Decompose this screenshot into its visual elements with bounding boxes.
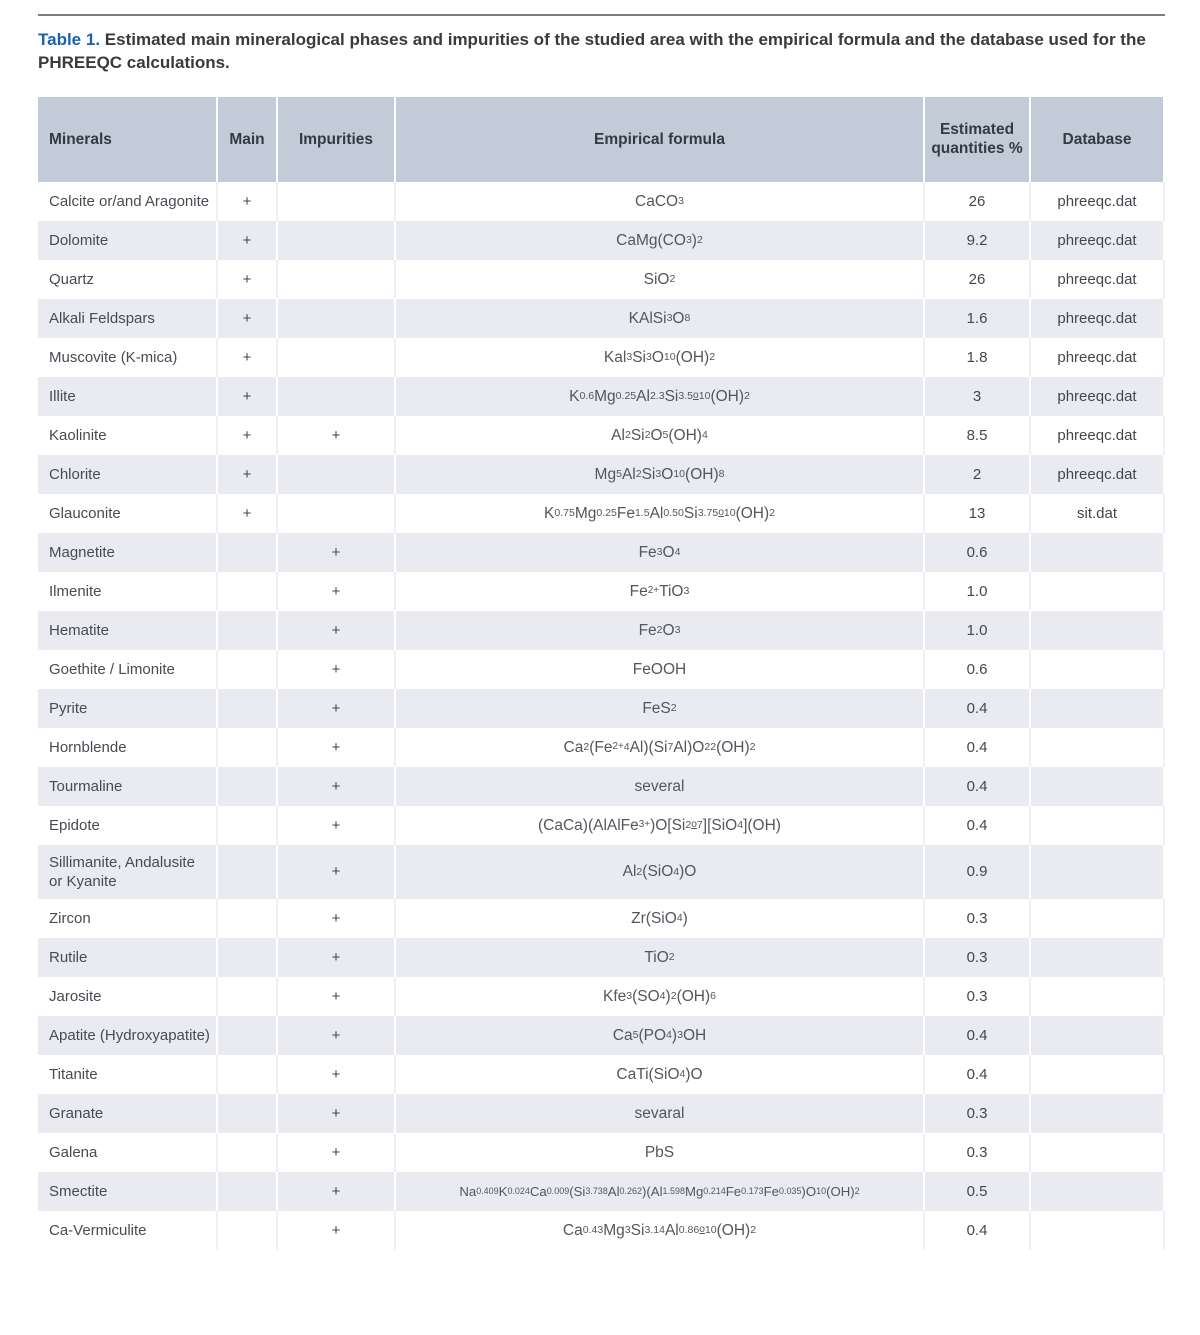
- database-name: [1031, 806, 1163, 845]
- estimated-quantity: 9.2: [925, 221, 1029, 260]
- mineral-name: Granate: [38, 1094, 216, 1133]
- main-flag: +: [218, 455, 276, 494]
- estimated-quantity: 0.6: [925, 533, 1029, 572]
- empirical-formula: several: [396, 767, 923, 806]
- database-name: [1031, 611, 1163, 650]
- estimated-quantity: 0.3: [925, 1094, 1029, 1133]
- estimated-quantity: 0.5: [925, 1172, 1029, 1211]
- impurities-flag: +: [278, 1094, 394, 1133]
- estimated-quantity: 26: [925, 260, 1029, 299]
- main-flag: [218, 1211, 276, 1250]
- impurities-flag: +: [278, 977, 394, 1016]
- impurities-flag: +: [278, 899, 394, 938]
- estimated-quantity: 0.3: [925, 899, 1029, 938]
- top-horizontal-rule: [38, 14, 1165, 16]
- table-caption: [38, 28, 1148, 75]
- table-row: [38, 899, 1165, 938]
- mineral-name: Titanite: [38, 1055, 216, 1094]
- main-flag: [218, 650, 276, 689]
- estimated-quantity: 1.6: [925, 299, 1029, 338]
- empirical-formula: SiO 2: [396, 260, 923, 299]
- table-row: [38, 611, 1165, 650]
- mineral-name: Chlorite: [38, 455, 216, 494]
- database-name: [1031, 1094, 1163, 1133]
- estimated-quantity: 0.4: [925, 1055, 1029, 1094]
- mineral-name: Epidote: [38, 806, 216, 845]
- database-name: [1031, 767, 1163, 806]
- main-flag: [218, 767, 276, 806]
- empirical-formula: TiO 2: [396, 938, 923, 977]
- impurities-flag: +: [278, 845, 394, 899]
- table-caption-text: Estimated main mineralogical phases and impurities of the studied area with the empirical formula and the database used for the PHREEQC calculations.: [38, 30, 1146, 73]
- table-row: [38, 338, 1165, 377]
- estimated-quantity: 0.6: [925, 650, 1029, 689]
- empirical-formula: KAlSi 3 O 8: [396, 299, 923, 338]
- empirical-formula: sevaral: [396, 1094, 923, 1133]
- table-row: [38, 455, 1165, 494]
- table-row: [38, 728, 1165, 767]
- header-impurities: Impurities: [278, 97, 394, 182]
- estimated-quantity: 0.9: [925, 845, 1029, 899]
- mineral-name: Glauconite: [38, 494, 216, 533]
- impurities-flag: [278, 260, 394, 299]
- database-name: phreeqc.dat: [1031, 377, 1163, 416]
- table-row: [38, 938, 1165, 977]
- mineral-name: Sillimanite, Andalusite or Kyanite: [38, 845, 216, 899]
- main-flag: [218, 611, 276, 650]
- impurities-flag: +: [278, 416, 394, 455]
- database-name: [1031, 533, 1163, 572]
- table-row: [38, 1016, 1165, 1055]
- impurities-flag: [278, 494, 394, 533]
- database-name: [1031, 650, 1163, 689]
- impurities-flag: +: [278, 938, 394, 977]
- main-flag: [218, 845, 276, 899]
- table-row: [38, 1172, 1165, 1211]
- mineral-name: Illite: [38, 377, 216, 416]
- empirical-formula: Mg 5 Al 2 Si 3 O 10 (OH) 8: [396, 455, 923, 494]
- impurities-flag: +: [278, 1211, 394, 1250]
- table-row: [38, 377, 1165, 416]
- table-row: [38, 533, 1165, 572]
- table-row: [38, 977, 1165, 1016]
- database-name: phreeqc.dat: [1031, 182, 1163, 221]
- impurities-flag: +: [278, 767, 394, 806]
- impurities-flag: +: [278, 650, 394, 689]
- impurities-flag: [278, 221, 394, 260]
- table-row: [38, 221, 1165, 260]
- table-row: [38, 182, 1165, 221]
- impurities-flag: [278, 299, 394, 338]
- database-name: [1031, 899, 1163, 938]
- mineral-name: Calcite or/and Aragonite: [38, 182, 216, 221]
- main-flag: +: [218, 377, 276, 416]
- main-flag: +: [218, 221, 276, 260]
- empirical-formula: FeS 2: [396, 689, 923, 728]
- mineral-name: Kaolinite: [38, 416, 216, 455]
- database-name: [1031, 845, 1163, 899]
- database-name: [1031, 689, 1163, 728]
- minerals-table: [38, 97, 1165, 1250]
- empirical-formula: Zr(SiO 4 ): [396, 899, 923, 938]
- estimated-quantity: 1.0: [925, 611, 1029, 650]
- empirical-formula: K 0.75 Mg 0.25 Fe 1.5 Al 0.50 Si 3.75 o 10 (OH) 2: [396, 494, 923, 533]
- database-name: phreeqc.dat: [1031, 221, 1163, 260]
- mineral-name: Goethite / Limonite: [38, 650, 216, 689]
- main-flag: +: [218, 182, 276, 221]
- mineral-name: Galena: [38, 1133, 216, 1172]
- mineral-name: Magnetite: [38, 533, 216, 572]
- main-flag: +: [218, 494, 276, 533]
- database-name: [1031, 1172, 1163, 1211]
- impurities-flag: +: [278, 1016, 394, 1055]
- impurities-flag: +: [278, 806, 394, 845]
- empirical-formula: Al 2 (SiO 4 )O: [396, 845, 923, 899]
- impurities-flag: [278, 182, 394, 221]
- database-name: [1031, 1211, 1163, 1250]
- database-name: [1031, 572, 1163, 611]
- table-row: [38, 845, 1165, 899]
- impurities-flag: +: [278, 611, 394, 650]
- database-name: [1031, 728, 1163, 767]
- header-empirical-formula: Empirical formula: [396, 97, 923, 182]
- impurities-flag: +: [278, 689, 394, 728]
- empirical-formula: Ca 0.43 Mg 3 Si 3.14 Al 0.86 o 10 (OH) 2: [396, 1211, 923, 1250]
- table-row: [38, 572, 1165, 611]
- estimated-quantity: 0.3: [925, 938, 1029, 977]
- table-row: [38, 1055, 1165, 1094]
- table-caption-label: Table 1.: [38, 30, 101, 49]
- header-main: Main: [218, 97, 276, 182]
- mineral-name: Smectite: [38, 1172, 216, 1211]
- table-row: [38, 1211, 1165, 1250]
- database-name: [1031, 977, 1163, 1016]
- database-name: phreeqc.dat: [1031, 416, 1163, 455]
- mineral-name: Rutile: [38, 938, 216, 977]
- empirical-formula: Kfe 3 (SO 4 ) 2 (OH) 6: [396, 977, 923, 1016]
- impurities-flag: [278, 455, 394, 494]
- table-row: [38, 494, 1165, 533]
- empirical-formula: Na 0.409 K 0.024 Ca 0.009 (Si 3.738 Al 0.262 )(Al 1.598 Mg 0.214 Fe 0.173 Fe 0.035 )O 10 (OH) 2: [396, 1172, 923, 1211]
- empirical-formula: (CaCa)(AlAlFe 3+ )O[Si 2 o 7 ][SiO 4 ](OH): [396, 806, 923, 845]
- estimated-quantity: 2: [925, 455, 1029, 494]
- mineral-name: Hornblende: [38, 728, 216, 767]
- empirical-formula: Ca 2 (Fe 2+ 4 Al)(Si 7 Al)O 22 (OH) 2: [396, 728, 923, 767]
- mineral-name: Ca-Vermiculite: [38, 1211, 216, 1250]
- main-flag: [218, 806, 276, 845]
- table-row: [38, 1094, 1165, 1133]
- table-row: [38, 767, 1165, 806]
- estimated-quantity: 0.3: [925, 1133, 1029, 1172]
- database-name: phreeqc.dat: [1031, 260, 1163, 299]
- database-name: phreeqc.dat: [1031, 338, 1163, 377]
- database-name: phreeqc.dat: [1031, 299, 1163, 338]
- estimated-quantity: 3: [925, 377, 1029, 416]
- header-estimated-quantities: Estimated quantities %: [925, 97, 1029, 182]
- impurities-flag: +: [278, 1055, 394, 1094]
- main-flag: [218, 1094, 276, 1133]
- estimated-quantity: 0.4: [925, 1016, 1029, 1055]
- table-row: [38, 416, 1165, 455]
- main-flag: [218, 1172, 276, 1211]
- header-minerals: Minerals: [38, 97, 216, 182]
- mineral-name: Alkali Feldspars: [38, 299, 216, 338]
- empirical-formula: CaTi(SiO 4 )O: [396, 1055, 923, 1094]
- main-flag: [218, 533, 276, 572]
- empirical-formula: Al 2 Si 2 O 5 (OH) 4: [396, 416, 923, 455]
- mineral-name: Pyrite: [38, 689, 216, 728]
- empirical-formula: Kal 3 Si 3 O 10 (OH) 2: [396, 338, 923, 377]
- empirical-formula: CaMg(CO 3 ) 2: [396, 221, 923, 260]
- impurities-flag: +: [278, 1133, 394, 1172]
- table-body: [38, 182, 1165, 1250]
- empirical-formula: CaCO 3: [396, 182, 923, 221]
- mineral-name: Dolomite: [38, 221, 216, 260]
- database-name: sit.dat: [1031, 494, 1163, 533]
- main-flag: [218, 1133, 276, 1172]
- empirical-formula: K 0.6 Mg 0.25 Al 2.3 Si 3.5 o 10 (OH) 2: [396, 377, 923, 416]
- estimated-quantity: 13: [925, 494, 1029, 533]
- table-row: [38, 806, 1165, 845]
- estimated-quantity: 0.4: [925, 1211, 1029, 1250]
- estimated-quantity: 8.5: [925, 416, 1029, 455]
- impurities-flag: [278, 338, 394, 377]
- empirical-formula: PbS: [396, 1133, 923, 1172]
- estimated-quantity: 0.4: [925, 767, 1029, 806]
- empirical-formula: Fe 3 O 4: [396, 533, 923, 572]
- main-flag: [218, 728, 276, 767]
- main-flag: [218, 689, 276, 728]
- mineral-name: Hematite: [38, 611, 216, 650]
- empirical-formula: Ca 5 (PO 4 ) 3 OH: [396, 1016, 923, 1055]
- mineral-name: Muscovite (K-mica): [38, 338, 216, 377]
- main-flag: +: [218, 299, 276, 338]
- database-name: phreeqc.dat: [1031, 455, 1163, 494]
- estimated-quantity: 1.8: [925, 338, 1029, 377]
- main-flag: +: [218, 338, 276, 377]
- mineral-name: Tourmaline: [38, 767, 216, 806]
- empirical-formula: Fe 2 O 3: [396, 611, 923, 650]
- estimated-quantity: 0.3: [925, 977, 1029, 1016]
- main-flag: [218, 1055, 276, 1094]
- estimated-quantity: 0.4: [925, 689, 1029, 728]
- mineral-name: Quartz: [38, 260, 216, 299]
- main-flag: [218, 977, 276, 1016]
- mineral-name: Zircon: [38, 899, 216, 938]
- database-name: [1031, 1055, 1163, 1094]
- header-database: Database: [1031, 97, 1163, 182]
- database-name: [1031, 1016, 1163, 1055]
- impurities-flag: +: [278, 1172, 394, 1211]
- impurities-flag: +: [278, 572, 394, 611]
- main-flag: [218, 572, 276, 611]
- database-name: [1031, 1133, 1163, 1172]
- mineral-name: Apatite (Hydroxyapatite): [38, 1016, 216, 1055]
- table-row: [38, 260, 1165, 299]
- impurities-flag: +: [278, 533, 394, 572]
- table-header-row: [38, 97, 1165, 182]
- impurities-flag: [278, 377, 394, 416]
- table-row: [38, 689, 1165, 728]
- table-row: [38, 650, 1165, 689]
- main-flag: [218, 1016, 276, 1055]
- estimated-quantity: 26: [925, 182, 1029, 221]
- main-flag: [218, 938, 276, 977]
- database-name: [1031, 938, 1163, 977]
- estimated-quantity: 1.0: [925, 572, 1029, 611]
- mineral-name: Ilmenite: [38, 572, 216, 611]
- table-row: [38, 299, 1165, 338]
- estimated-quantity: 0.4: [925, 806, 1029, 845]
- empirical-formula: FeOOH: [396, 650, 923, 689]
- main-flag: +: [218, 416, 276, 455]
- impurities-flag: +: [278, 728, 394, 767]
- main-flag: +: [218, 260, 276, 299]
- empirical-formula: Fe 2+ TiO 3: [396, 572, 923, 611]
- estimated-quantity: 0.4: [925, 728, 1029, 767]
- main-flag: [218, 899, 276, 938]
- mineral-name: Jarosite: [38, 977, 216, 1016]
- table-row: [38, 1133, 1165, 1172]
